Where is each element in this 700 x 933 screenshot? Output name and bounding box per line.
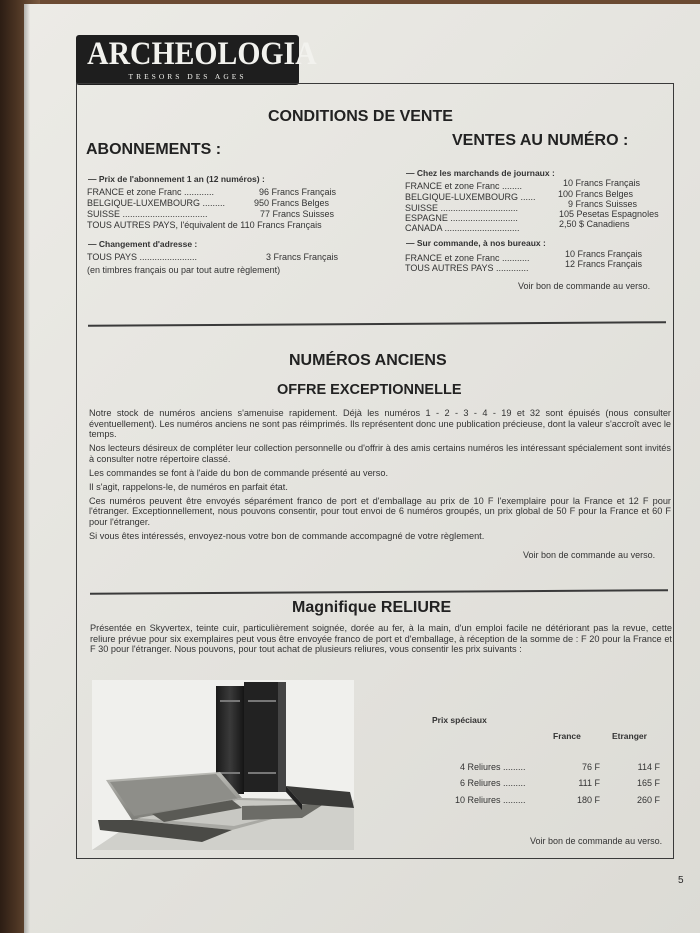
- vente-row-country: CANADA ..............................: [405, 223, 520, 233]
- abo-row-country: BELGIQUE-LUXEMBOURG .........: [87, 198, 226, 208]
- vente-row-country: SUISSE ...............................: [405, 203, 519, 213]
- reliure-row-france: 76 F: [581, 762, 600, 772]
- vente-row-price: 105 Pesetas Espagnoles: [559, 209, 659, 219]
- vente-row-price: 100 Francs Belges: [558, 189, 634, 199]
- reliure-title-b: RELIURE: [380, 599, 452, 616]
- vente-row-price: 9 Francs Suisses: [568, 199, 638, 209]
- commande-row-country: TOUS AUTRES PAYS .............: [405, 263, 529, 273]
- reliure-row-etranger: 260 F: [636, 795, 660, 805]
- anciens-body: [89, 408, 671, 545]
- marchands-label: — Chez les marchands de journaux :: [406, 168, 555, 178]
- reliure-row-france: 180 F: [576, 795, 600, 805]
- timbres-note: (en timbres français ou par tout autre règlement): [87, 265, 281, 275]
- voir-bon-reliure: Voir bon de commande au verso.: [530, 836, 663, 846]
- reliure-title-a: Magnifique: [292, 599, 381, 616]
- masthead-logo: [76, 35, 317, 85]
- tous-pays-price: 3 Francs Français: [266, 252, 339, 262]
- reliure-paragraph: Présentée en Skyvertex, teinte cuir, particulièrement soignée, dorée au fer, à la main, d'un emploi facile ne détériorant pas la revue, cette reliure prévue pour six exemplaires peut vous être envoyée franco de port et d'emballage, à réception de la somme de : F 20 pour la France et F 30 pour l'étranger. Nous pouvons, pour tout achat de plusieurs reliures, vous consentir les prix suivants :: [90, 623, 672, 654]
- masthead-subtitle: TRESORS DES AGES: [128, 72, 247, 81]
- anciens-paragraph: Les commandes se font à l'aide du bon de commande présenté au verso.: [89, 467, 388, 478]
- anciens-subtitle: OFFRE EXCEPTIONNELLE: [277, 382, 462, 398]
- prix-speciaux-label: Prix spéciaux: [432, 715, 487, 725]
- reliure-row-label: 10 Reliures .........: [455, 795, 526, 805]
- reliure-photo: [92, 680, 354, 850]
- vente-row-country: ESPAGNE ...........................: [405, 213, 518, 223]
- anciens-paragraph: Nos lecteurs désireux de compléter leur collection personnelle ou d'offrir à des amis certains numéros les intéressant spécialement sont invités à consulter notre répertoire classé.: [89, 443, 671, 464]
- anciens-paragraph: Il s'agit, rappelons-le, de numéros en parfait état.: [89, 481, 288, 492]
- reliure-row-france: 111 F: [578, 778, 600, 788]
- conditions-title: CONDITIONS DE VENTE: [268, 108, 453, 125]
- abo-row-country: SUISSE ..................................: [87, 209, 208, 219]
- reliure-title: [292, 599, 451, 617]
- col-etranger-header: Etranger: [612, 731, 647, 741]
- vente-row-country: BELGIQUE-LUXEMBOURG ......: [405, 192, 536, 202]
- abo-row-country: FRANCE et zone Franc ............: [87, 187, 215, 197]
- col-france-header: France: [553, 731, 581, 741]
- abonnements-heading: ABONNEMENTS :: [86, 141, 222, 158]
- reliure-row-label: 6 Reliures .........: [460, 778, 526, 788]
- anciens-paragraph: Si vous êtes intéressés, envoyez-nous votre bon de commande accompagné de votre règlement.: [89, 530, 485, 541]
- commande-row-price: 10 Francs Français: [565, 249, 643, 259]
- commande-row-country: FRANCE et zone Franc ...........: [405, 253, 530, 263]
- anciens-paragraph: Ces numéros peuvent être envoyés séparément franco de port et d'emballage au prix de 10 F l'exemplaire pour la France et 12 F pour l'étranger. Exceptionnellement, nous pouvons consentir, pour tout envoi de 6 numéros groupés, un prix global de 50 F pour la France et 60 F pour l'étranger.: [89, 495, 671, 527]
- abonnement-prix-label: — Prix de l'abonnement 1 an (12 numéros) :: [88, 174, 265, 184]
- anciens-title: NUMÉROS ANCIENS: [289, 352, 447, 369]
- tous-pays-label: TOUS PAYS .......................: [87, 252, 198, 262]
- reliure-row-etranger: 165 F: [636, 778, 660, 788]
- anciens-paragraph: Notre stock de numéros anciens s'amenuise rapidement. Déjà les numéros 1 - 2 - 3 - 4 - 19 et 32 sont épuisés (nous consulter éventuellement). Les numéros anciens ne sont pas réimprimés. Ils représentent donc une publication précieuse, dont la valeur s'accroît avec le temps.: [89, 408, 671, 439]
- abo-row-price: 950 Francs Belges: [254, 198, 330, 208]
- voir-bon-anciens: Voir bon de commande au verso.: [523, 550, 656, 560]
- abo-row-price: 77 Francs Suisses: [260, 209, 335, 219]
- reliure-body: [90, 623, 672, 658]
- masthead-title: ARCHEOLOGIA: [87, 36, 317, 72]
- abo-row-price: 96 Francs Français: [259, 187, 337, 197]
- reliure-row-etranger: 114 F: [637, 762, 660, 772]
- binders-illustration: [92, 680, 354, 850]
- abo-row-country: TOUS AUTRES PAYS, l'équivalent de 110 Francs Français: [87, 220, 322, 230]
- changement-label: — Changement d'adresse :: [88, 239, 198, 249]
- voir-bon-conditions: Voir bon de commande au verso.: [518, 281, 651, 291]
- commande-row-price: 12 Francs Français: [565, 259, 643, 269]
- vente-row-country: FRANCE et zone Franc ........: [405, 181, 523, 191]
- ventes-heading: VENTES AU NUMÉRO :: [452, 132, 629, 149]
- page-number: 5: [678, 875, 684, 886]
- reliure-row-label: 4 Reliures .........: [460, 762, 526, 772]
- commande-label: — Sur commande, à nos bureaux :: [406, 238, 546, 248]
- vente-row-price: 2,50 $ Canadiens: [559, 219, 630, 229]
- vente-row-price: 10 Francs Français: [563, 178, 641, 188]
